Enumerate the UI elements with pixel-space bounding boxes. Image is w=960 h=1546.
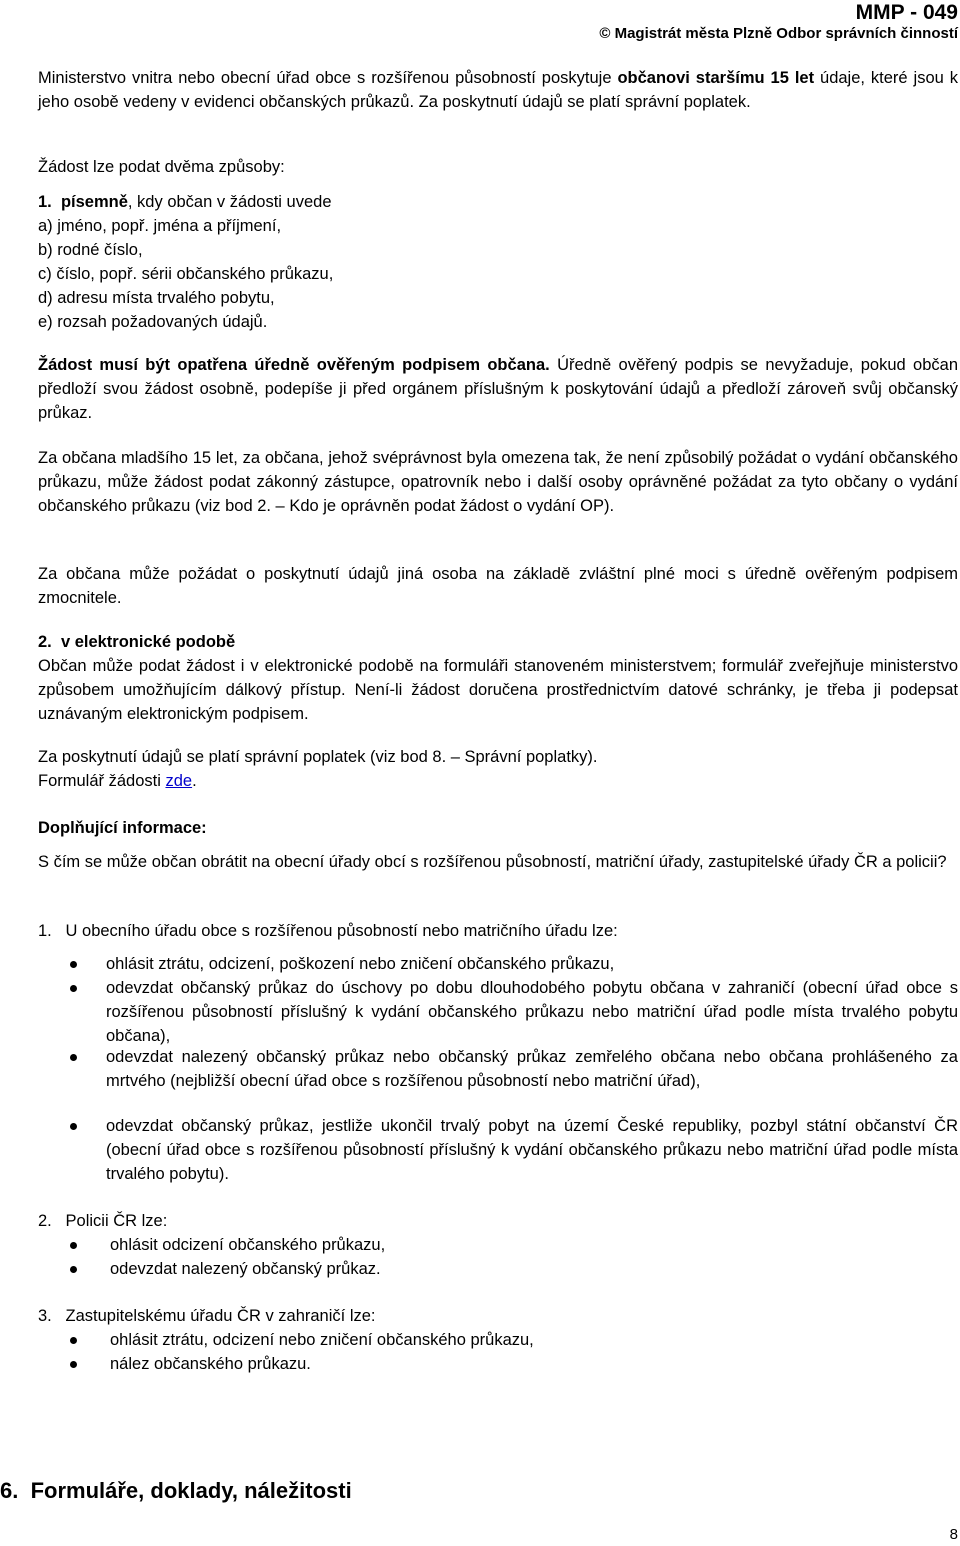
written-rest: , kdy občan v žádosti uvede xyxy=(127,193,332,211)
document-code: MMP - 049 xyxy=(855,1,958,24)
intro-text-bold: občanovi staršímu 15 let xyxy=(617,69,815,87)
electronic-paragraph: Občan může podat žádost i v elektronické podobě na formuláři stanoveném ministerstvem; formulář zveřejňuje ministerstvo způsobem umožňujícím dálkový přístup. Není-li žádost doručena prostřednictvím datové schránky, je třeba ji podepsat uznávaným elektronickým podpisem. xyxy=(38,657,958,723)
ways-text: Žádost lze podat dvěma způsoby: xyxy=(38,158,285,176)
intro-paragraph xyxy=(38,66,958,114)
section-title: U obecního úřadu obce s rozšířenou působností nebo matričního úřadu lze: xyxy=(65,922,618,940)
bullet-icon xyxy=(70,1361,77,1368)
proxy-paragraph: Za občana může požádat o poskytnutí údajů jiná osoba na základě zvláštní plné moci s úředně ověřeným podpisem zmocnitele. xyxy=(38,565,958,607)
intro-text-c: údaje, které jsou k jeho osobě vedeny v evidenci občanských průkazů. Za poskytnutí údajů se platí správní poplatek. xyxy=(38,69,958,111)
form-line xyxy=(38,769,958,793)
written-heading xyxy=(38,190,958,214)
list-item: c) číslo, popř. sérii občanského průkazu, xyxy=(38,265,334,283)
section-title: Policii ČR lze: xyxy=(65,1212,168,1230)
signature-rest: Úředně ověřený podpis se nevyžaduje, pokud občan předloží svou žádost osobně, podepíše ji před orgánem příslušným k poskytování údajů a předloží zároveň svůj občanský průkaz. xyxy=(38,356,958,422)
form-link[interactable]: zde xyxy=(165,772,193,790)
bullet-icon xyxy=(70,1337,77,1344)
bullet-icon xyxy=(70,961,77,968)
additional-question: S čím se může občan obrátit na obecní úřady obcí s rozšířenou působností, matriční úřady, zastupitelské úřady ČR a policii? xyxy=(38,853,947,871)
section-num: 1. xyxy=(38,922,52,940)
list-item: ohlásit ztrátu, odcizení nebo zničení občanského průkazu, xyxy=(110,1331,534,1349)
section-2-heading xyxy=(38,1209,167,1233)
bullet-icon xyxy=(70,1054,77,1061)
form-end: . xyxy=(192,772,197,790)
page-number: 8 xyxy=(949,1526,958,1543)
list-item: ohlásit odcizení občanského průkazu, xyxy=(110,1236,386,1254)
section-1-heading xyxy=(38,919,618,943)
section-num: 3. xyxy=(38,1307,52,1325)
bullet-icon xyxy=(70,1242,77,1249)
written-num: 1. xyxy=(38,193,52,211)
electronic-num: 2. xyxy=(38,633,52,651)
section-3-heading xyxy=(38,1304,376,1328)
list-item: odevzdat nalezený občanský průkaz nebo občanský průkaz zemřelého občana nebo občana prohlášeného za mrtvého (nejbližší obecní úřad obce s rozšířenou působností nebo matriční úřad), xyxy=(106,1048,958,1090)
section-title: 6. Formuláře, doklady, náležitosti xyxy=(0,1478,352,1503)
electronic-title: v elektronické podobě xyxy=(60,633,236,651)
signature-paragraph xyxy=(38,353,958,425)
list-item: odevzdat občanský průkaz do úschovy po dobu dlouhodobého pobytu občana v zahraničí (obecní úřad obce s rozšířenou působností příslušný k vydání občanského průkazu nebo matriční úřad podle místa trvalého pobytu občana), xyxy=(106,979,958,1045)
intro-text-a: Ministerstvo vnitra nebo obecní úřad obce s rozšířenou působností poskytuje xyxy=(38,69,618,87)
list-item: odevzdat nalezený občanský průkaz. xyxy=(110,1260,381,1278)
additional-heading: Doplňující informace: xyxy=(38,819,207,837)
list-item: a) jméno, popř. jména a příjmení, xyxy=(38,217,282,235)
list-item: ohlásit ztrátu, odcizení, poškození nebo zničení občanského průkazu, xyxy=(106,955,615,973)
bullet-icon xyxy=(70,1266,77,1273)
list-item: nález občanského průkazu. xyxy=(110,1355,311,1373)
header-subtitle: © Magistrát města Plzně Odbor správních činností xyxy=(599,25,958,42)
fee-text: Za poskytnutí údajů se platí správní poplatek (viz bod 8. – Správní poplatky). xyxy=(38,748,598,766)
written-items xyxy=(38,214,958,334)
minor-paragraph: Za občana mladšího 15 let, za občana, jehož svéprávnost byla omezena tak, že není způsobilý požádat o vydání občanského průkazu, může žádost podat zákonný zástupce, opatrovník nebo i další osoby oprávněné požádat za tyto občany o vydání občanského průkazu (viz bod 2. – Kdo je oprávněn podat žádost o vydání OP). xyxy=(38,449,958,515)
list-item: d) adresu místa trvalého pobytu, xyxy=(38,289,275,307)
electronic-heading xyxy=(38,630,958,654)
list-item: e) rozsah požadovaných údajů. xyxy=(38,313,268,331)
list-item: odevzdat občanský průkaz, jestliže ukončil trvalý pobyt na území České republiky, pozbyl státní občanství ČR (obecní úřad obce s rozšířenou působností příslušný k vydání občanského průkazu nebo matriční úřad podle místa trvalého pobytu). xyxy=(106,1117,958,1183)
section-title: Zastupitelskému úřadu ČR v zahraničí lze: xyxy=(65,1307,376,1325)
section-num: 2. xyxy=(38,1212,52,1230)
written-title: písemně xyxy=(60,193,128,211)
list-item: b) rodné číslo, xyxy=(38,241,143,259)
bullet-icon xyxy=(70,985,77,992)
form-label: Formulář žádosti xyxy=(38,772,166,790)
signature-bold: Žádost musí být opatřena úředně ověřeným podpisem občana. xyxy=(38,356,550,374)
bullet-icon xyxy=(70,1123,77,1130)
